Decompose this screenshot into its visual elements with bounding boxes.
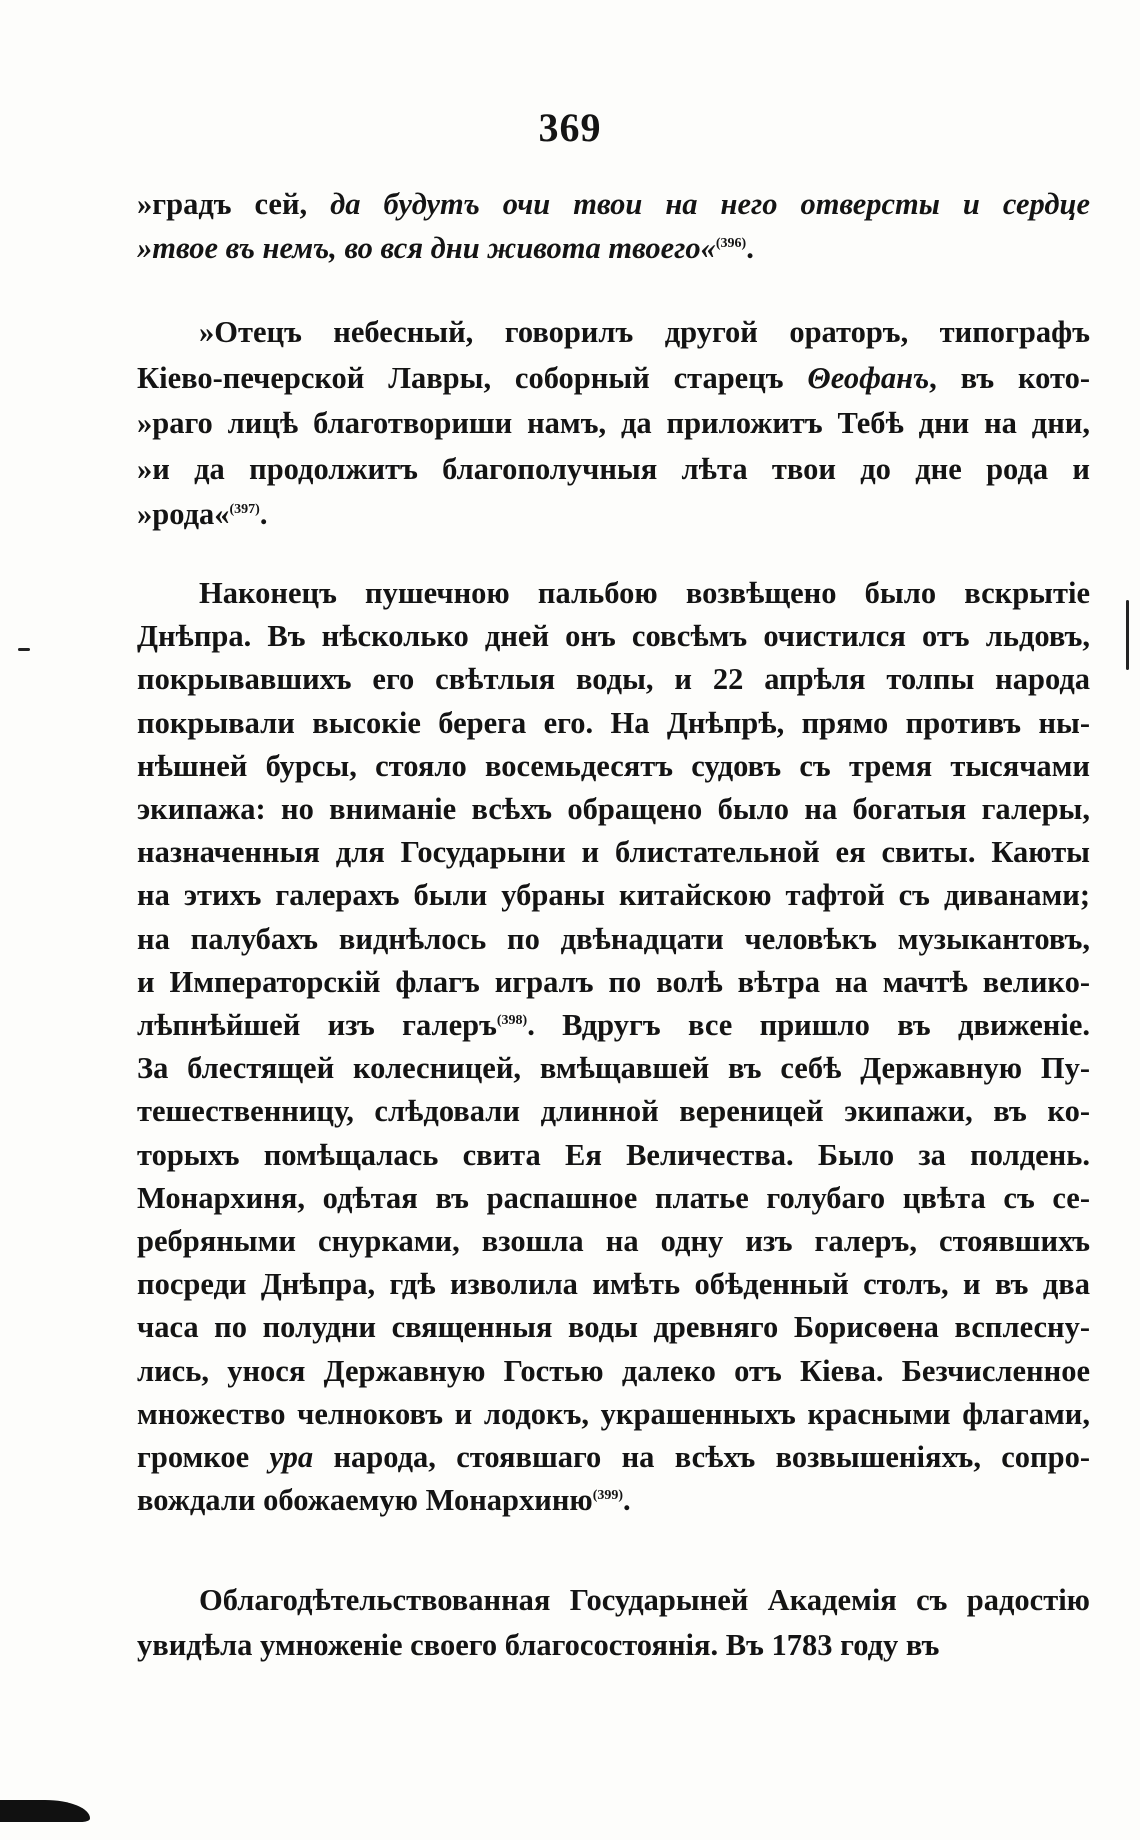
text-line: [137, 1306, 1090, 1349]
text-line: [137, 447, 1090, 493]
paragraph-quote-theofan: [137, 310, 1090, 538]
text-line: [137, 1393, 1090, 1436]
text-line: [137, 961, 1090, 1004]
text-line: [137, 182, 1090, 226]
italic-run: да будутъ очи твои на него отверсты и сердце: [330, 187, 1090, 221]
text-run: назначенныя для Государыни и блистательной ея свиты. Каюты: [137, 835, 1090, 870]
text-line: [137, 1263, 1090, 1306]
text-line: [137, 745, 1090, 788]
footnote-ref: (396): [715, 235, 747, 251]
text-line: [137, 1090, 1090, 1133]
text-run: »рода«: [137, 497, 230, 531]
footnote-ref: (398): [496, 1012, 528, 1028]
text-line: [137, 831, 1090, 874]
text-run: на палубахъ виднѣлось по двѣнадцати человѣкъ музыкантовъ,: [137, 921, 1090, 956]
text-run: покрывавшихъ его свѣтлыя воды, и 22 апрѣля толпы народа: [137, 662, 1090, 697]
text-run: . Вдругъ все пришло въ движеніе.: [527, 1008, 1090, 1043]
text-run: тешественницу, слѣдовали длинной вереницей экипажи, въ ко-: [137, 1094, 1090, 1129]
text-line: [137, 1047, 1090, 1090]
footnote-ref: (399): [592, 1488, 624, 1504]
text-run: часа по полудни священныя воды древняго Борисѳена всплеснy-: [137, 1310, 1090, 1345]
text-run: покрывали высокіе берега его. На Днѣпрѣ, прямо противъ ны-: [137, 705, 1090, 740]
text-run: .: [623, 1483, 631, 1518]
text-line: [137, 1350, 1090, 1393]
paragraph-academy: [137, 1578, 1090, 1668]
text-run: на этихъ галерахъ были убраны китайскою тафтой съ диванами;: [137, 878, 1090, 913]
text-run: Облагодѣтельствованная Государыней Академія съ радостію: [199, 1583, 1090, 1617]
text-line: [137, 615, 1090, 658]
text-line: [137, 492, 1090, 538]
text-run: народа, стоявшаго на всѣхъ возвышеніяхъ, сопро-: [313, 1440, 1090, 1475]
text-run: »Отецъ небесный, говорилъ другой ораторъ, типографъ: [199, 315, 1090, 349]
text-line: [137, 1004, 1090, 1047]
text-run: .: [746, 231, 754, 265]
scan-artifact: [0, 1800, 90, 1822]
text-line: [137, 1479, 1090, 1522]
text-line: [137, 226, 1090, 270]
text-run: »и да продолжитъ благополучныя лѣта твои до дне рода и: [137, 451, 1090, 486]
text-run: увидѣла умноженіе своего благосостоянія. Въ 1783 году въ: [137, 1628, 940, 1662]
text-run: и Императорскій флагъ игралъ по волѣ вѣтра на мачтѣ велико-: [137, 964, 1090, 999]
text-line: [137, 1623, 1090, 1668]
text-line: [137, 1177, 1090, 1220]
text-line: [137, 356, 1090, 402]
italic-run: »твое въ немъ, во вся дни живота твоего«: [137, 231, 716, 265]
text-run: посреди Днѣпра, гдѣ изволила имѣть обѣденный столъ, и въ два: [137, 1267, 1090, 1302]
italic-run: ура: [269, 1440, 314, 1475]
text-run: вождали обожаемую Монархиню: [137, 1483, 593, 1518]
text-line: [137, 874, 1090, 917]
text-run: экипажа: но вниманіе всѣхъ обращено было на богатыя галеры,: [137, 792, 1090, 827]
text-line: [137, 1134, 1090, 1177]
margin-mark: [18, 648, 30, 651]
text-run: торыхъ помѣщалась свита Ея Величества. Было за полдень.: [137, 1137, 1090, 1172]
footnote-ref: (397): [229, 501, 260, 517]
text-line: [137, 572, 1090, 615]
text-run: Днѣпра. Въ нѣсколько дней онъ совсѣмъ очистился отъ льдовъ,: [137, 619, 1090, 654]
text-line: [137, 1436, 1090, 1479]
text-run: »раго лицѣ благотвориши намъ, да приложитъ Тебѣ дни на дни,: [137, 406, 1090, 440]
text-run: нѣшней бурсы, стояло восемьдесятъ судовъ съ тремя тысячами: [137, 748, 1090, 783]
text-run: , въ кото-: [929, 360, 1090, 395]
text-line: [137, 658, 1090, 701]
text-run: лись, унося Державную Гостью далеко отъ Кіева. Безчисленное: [137, 1353, 1090, 1388]
text-line: [137, 702, 1090, 745]
text-run: .: [259, 497, 268, 531]
text-run: Кіево-печерской Лавры, соборный старецъ: [137, 360, 808, 395]
text-run: »градъ сей,: [137, 187, 331, 221]
text-run: громкое: [137, 1440, 270, 1475]
text-run: Наконецъ пушечною пальбою возвѣщено было вскрытіе: [199, 576, 1090, 610]
text-run: Монархиня, одѣтая въ распашное платье голубаго цвѣта съ се-: [137, 1180, 1090, 1215]
text-run: За блестящей колесницей, вмѣщавшей въ себѣ Державную Пу-: [137, 1051, 1090, 1086]
text-line: [137, 918, 1090, 961]
text-run: лѣпнѣйшей изъ галеръ: [137, 1008, 497, 1043]
text-run: ребряными снурками, взошла на одну изъ галеръ, стоявшихъ: [137, 1224, 1090, 1259]
text-run: множество челноковъ и лодокъ, украшенныхъ красными флагами,: [137, 1396, 1090, 1431]
margin-mark: [1126, 600, 1129, 670]
italic-run: Θеофанъ: [807, 360, 930, 395]
quote-block: [137, 182, 1090, 270]
text-line: [137, 1578, 1090, 1623]
paragraph-dnieper: [137, 572, 1090, 1522]
text-line: [137, 1220, 1090, 1263]
text-line: [137, 310, 1090, 356]
text-line: [137, 401, 1090, 447]
text-line: [137, 788, 1090, 831]
page-number: 369: [538, 105, 602, 150]
